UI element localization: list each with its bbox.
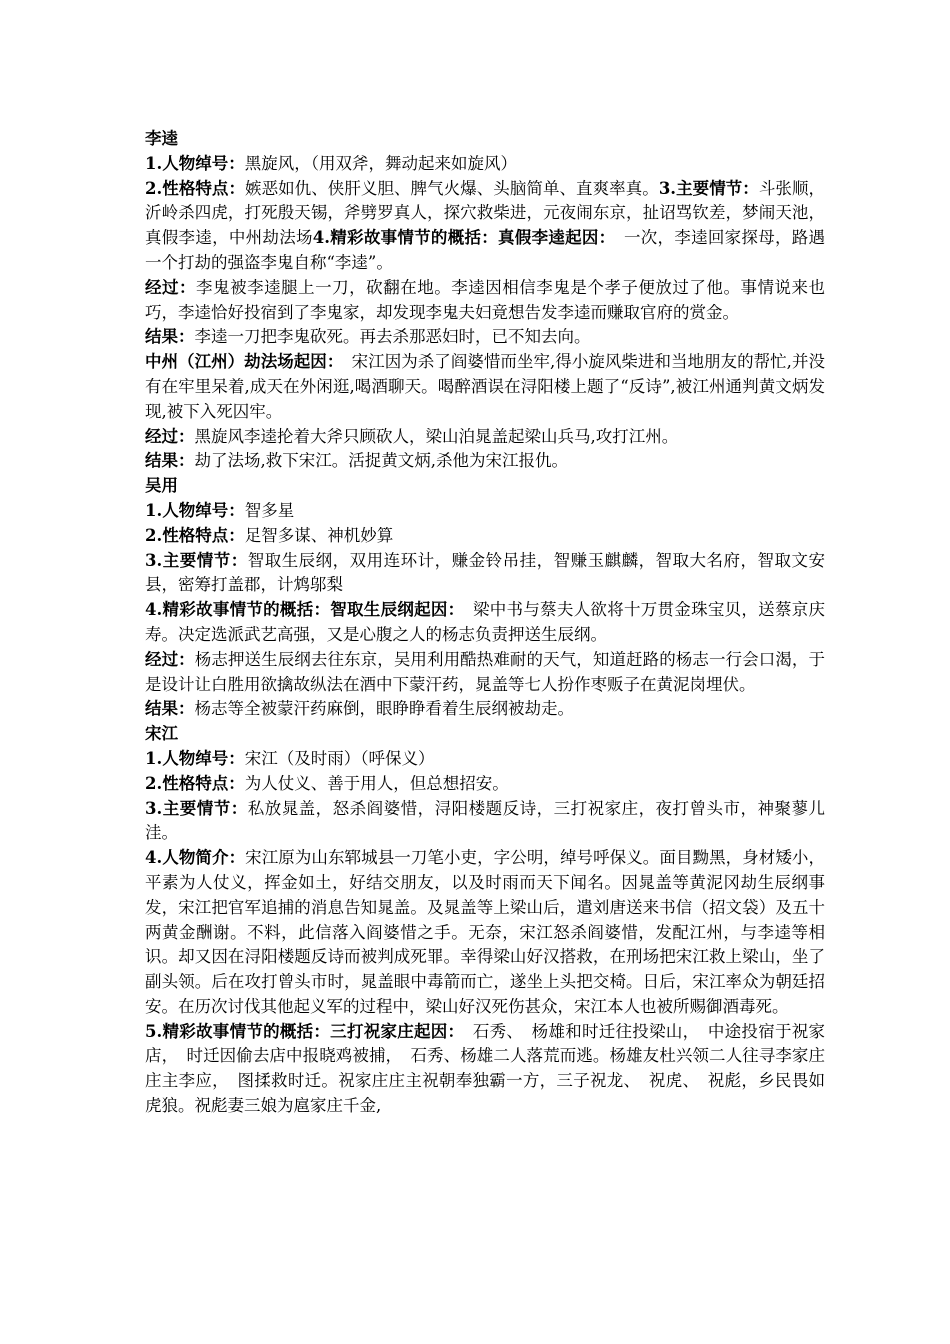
likui-story2-result-label: 结果： [145,451,195,471]
wuyong-result-label: 结果： [145,699,195,719]
songjiang-traits [145,772,825,797]
wuyong-trait-label: 2.性格特点： [145,525,245,545]
wuyong-plot-label: 3.主要情节： [145,550,248,570]
likui-story2-process-text: 黑旋风李逵抡着大斧只顾砍人，梁山泊晁盖起梁山兵马,攻打江州。 [194,426,679,446]
likui-story2-result-text: 劫了法场,救下宋江。活捉黄文炳,杀他为宋江报仇。 [194,451,568,471]
songjiang-intro [145,846,825,1020]
likui-story1-process-text: 李鬼被李逵腿上一刀，砍翻在地。李逵因相信李鬼是个孝子便放过了他。事情说来也巧，李逵恰好投宿到了李鬼家，却发现李鬼夫妇竟想告发李逵而赚取官府的赏金。 [145,277,826,322]
wuyong-process-text: 杨志押送生辰纲去往东京，吴用利用酷热难耐的天气，知道赶路的杨志一行会口渴，于是设计让白胜用欲擒故纵法在酒中下蒙汗药，晁盖等七人扮作枣贩子在黄泥岗埋伏。 [145,649,826,694]
likui-trait-text: 嫉恶如仇、侠肝义胆、脾气火爆、头脑简单、直爽率真。 [245,178,659,198]
songjiang-plot [145,797,825,847]
wuyong-story-result [145,697,825,722]
likui-story2-label: 中州（江州）劫法场起因： [145,352,336,372]
likui-story-label: 4.精彩故事情节的概括： [312,228,499,248]
wuyong-nickname-text: 智多星 [244,500,295,520]
wuyong-result-text: 杨志等全被蒙汗药麻倒，眼睁睁看着生辰纲被劫走。 [194,699,574,719]
likui-nickname [145,152,825,177]
songjiang-trait-text: 为人仗义、善于用人，但总想招安。 [244,773,509,793]
likui-story1-result-text: 李逵一刀把李鬼砍死。再去杀那恶妇时，已不知去向。 [194,327,591,347]
likui-story2-process-label: 经过： [145,426,195,446]
likui-plot-label: 3.主要情节： [658,178,759,198]
songjiang-intro-label: 4.人物简介： [145,848,246,868]
section-title-songjiang: 宋江 [145,724,178,744]
likui-story2-cause-text: 宋江因为杀了阎婆惜而坐牢,得小旋风柴进和当地朋友的帮忙,并没有在牢里呆着,成天在外闲逛,喝酒聊天。喝醉酒误在浔阳楼上题了“反诗”,被江州通判黄文炳发现,被下入死囚牢。 [145,352,825,421]
songjiang-plot-label: 3.主要情节： [145,798,248,818]
likui-nickname-label: 1.人物绰号： [145,153,245,173]
likui-story1-cause: 一次，李逵回家探母，路遇一个打劫的强盗李鬼自称“李逵”。 [145,228,826,272]
wuyong-traits [145,524,825,549]
likui-traits-plot [145,177,825,276]
wuyong-story-cause-text: 梁中书与蔡夫人欲将十万贯金珠宝贝，送蔡京庆寿。决定选派武艺高强，又是心腹之人的杨志负责押送生辰纲。 [145,600,826,644]
songjiang-plot-text: 私放晁盖，怒杀阎婆惜，浔阳楼题反诗，三打祝家庄，夜打曾头市，神聚蓼儿洼。 [145,798,826,843]
wuyong-nickname-label: 1.人物绰号： [145,500,245,520]
songjiang-nickname [145,747,825,772]
likui-story2-result [145,449,825,474]
likui-story2-cause [145,350,825,424]
wuyong-story-label: 4.精彩故事情节的概括：智取生辰纲起因： [145,600,457,620]
likui-trait-label: 2.性格特点： [145,178,246,198]
wuyong-process-label: 经过： [145,649,195,669]
songjiang-story-cause [145,1020,825,1119]
wuyong-plot [145,549,825,599]
likui-story1-result [145,325,825,350]
section-title-wuyong: 吴用 [145,476,178,496]
wuyong-plot-text: 智取生辰纲，双用连环计，赚金铃吊挂，智赚玉麒麟，智取大名府，智取文安县，密筹打盖郡，计鸩邬梨 [145,550,826,595]
wuyong-trait-text: 足智多谋、神机妙算 [244,525,394,545]
likui-story1-result-label: 结果： [145,327,195,347]
likui-story1-process-label: 经过： [145,277,197,297]
songjiang-story-label: 5.精彩故事情节的概括：三打祝家庄起因： [145,1021,457,1041]
songjiang-nickname-text: 宋江（及时雨）（呼保义） [244,748,435,768]
wuyong-nickname [145,499,825,524]
wuyong-story-cause [145,598,825,648]
section-title-likui: 李逵 [145,129,178,148]
wuyong-story-process [145,648,825,698]
songjiang-nickname-label: 1.人物绰号： [145,748,245,768]
likui-story1-label: 真假李逵起因： [498,228,608,248]
songjiang-intro-text: 宋江原为山东郓城县一刀笔小吏，字公明，绰号呼保义。面目黝黑，身材矮小，平素为人仗义，挥金如土，好结交朋友，以及时雨而天下闻名。因晁盖等黄泥冈劫生辰纲事发，宋江把官军追捕的消息告知晁盖。及晁盖等上梁山后，遣刘唐送来书信（招文袋）及五十两黄金酬谢。不料，此信落入阎婆惜之手。无奈，宋江怒杀阎婆惜，发配江州，与李逵等相识。却又因在浔阳楼题反诗而被判成死罪。幸得梁山好汉搭救，在刑场把宋江救上梁山，坐了副头领。后在攻打曾头市时，晁盖眼中毒箭而亡，遂坐上头把交椅。日后，宋江率众为朝廷招安。在历次讨伐其他起义军的过程中，梁山好汉死伤甚众，宋江本人也被所赐御酒毒死。 [145,848,825,1016]
songjiang-trait-label: 2.性格特点： [145,773,245,793]
likui-plot-text: 斗张顺，沂岭杀四虎，打死殷天锡，斧劈罗真人，探穴救柴进，元夜闹东京，扯诏骂钦差，梦闹天池，真假李逵，中州劫法场 [145,178,825,248]
likui-story1-process [145,276,825,326]
likui-story2-process [145,425,825,450]
songjiang-story-cause-text: 石秀、 杨雄和时迁往投梁山， 中途投宿于祝家店， 时迁因偷去店中报晓鸡被捕， 石秀、杨雄二人落荒而逃。杨雄友杜兴领二人往寻李家庄庄主李应， 图揉救时迁。祝家庄庄主祝朝奉独霸一方，三子祝龙、 祝虎、 祝彪，乡民畏如虎狼。祝彪妻三娘为扈家庄千金, [145,1021,826,1116]
likui-nickname-text: 黑旋风，（用双斧，舞动起来如旋风） [244,153,517,173]
document-page [145,127,825,1119]
